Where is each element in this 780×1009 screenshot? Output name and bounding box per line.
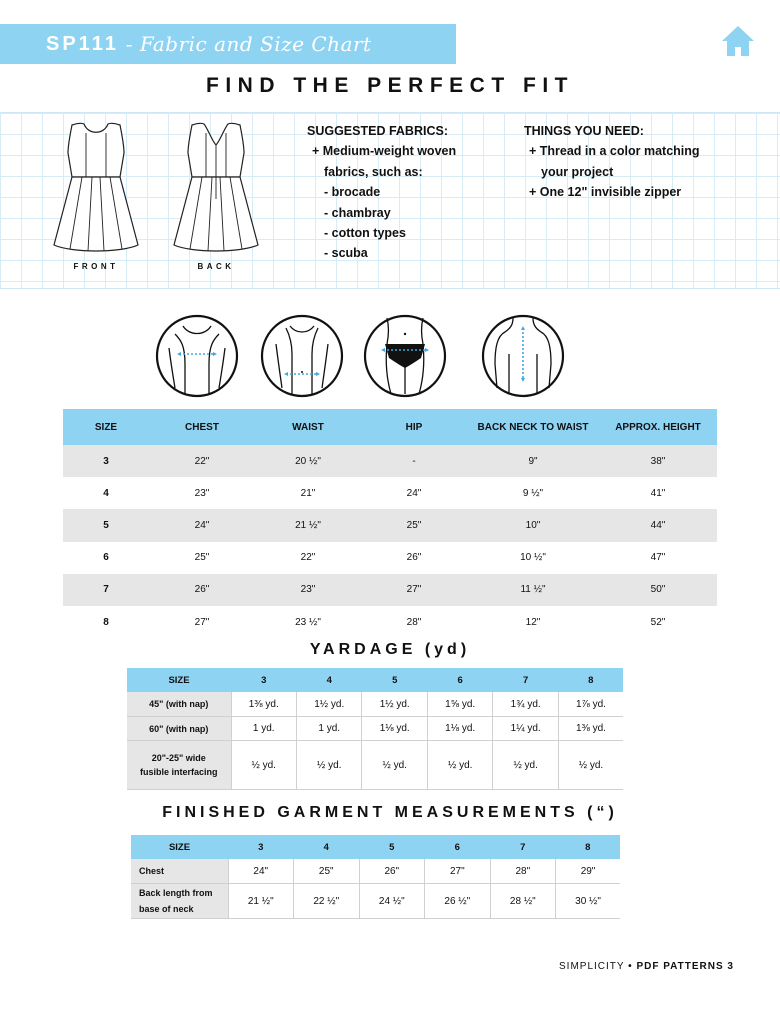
yardage-header: 3	[231, 668, 296, 692]
table-cell: 12"	[525, 616, 541, 628]
table-cell: 10 ½"	[520, 552, 546, 564]
table-cell: 30 ½"	[556, 884, 620, 919]
header-chest: CHEST	[149, 409, 255, 445]
table-cell: -	[361, 445, 467, 477]
need-line: + Thread in a color matching	[529, 144, 700, 159]
header-approx-height: APPROX. HEIGHT	[599, 409, 717, 445]
table-cell: 25"	[194, 552, 210, 564]
table-cell: 1 yd.	[296, 717, 361, 741]
table-cell: 21 ½"	[228, 884, 294, 919]
table-cell: 22"	[300, 552, 316, 564]
table-cell: ½ yd.	[558, 741, 623, 790]
header-separator: -	[118, 32, 140, 56]
footer-brand: SIMPLICITY	[559, 961, 625, 972]
table-cell: 28"	[406, 616, 422, 628]
size-chart-header-row	[63, 409, 717, 445]
row-label-line: fusible interfacing	[139, 767, 218, 777]
table-cell: 21"	[300, 487, 316, 499]
table-cell: ½ yd.	[296, 741, 361, 790]
front-label: FRONT	[73, 262, 119, 271]
table-cell: 23 ½"	[295, 616, 321, 628]
header-hip: HIP	[361, 409, 467, 445]
finished-header: 4	[294, 835, 360, 859]
table-cell: 1½ yd.	[362, 692, 427, 717]
table-cell: 29"	[556, 859, 620, 884]
table-cell: 24 ½"	[359, 884, 425, 919]
footer-bullet: •	[628, 961, 633, 972]
fabric-line: - chambray	[324, 205, 391, 220]
row-label-line: 20"-25" wide	[151, 753, 206, 763]
fabric-line: - cotton types	[324, 226, 406, 241]
table-cell: ½ yd.	[493, 741, 558, 790]
table-cell: 9"	[467, 445, 599, 477]
table-cell: 47"	[650, 552, 666, 564]
table-cell: 1¾ yd.	[493, 692, 558, 717]
fabric-line: fabrics, such as:	[324, 164, 423, 179]
footer-page: PDF PATTERNS 3	[636, 961, 734, 972]
table-row	[131, 859, 620, 884]
finished-header: 8	[556, 835, 620, 859]
table-cell: 26"	[359, 859, 425, 884]
table-cell: 10"	[467, 509, 599, 541]
yardage-header-row	[127, 668, 623, 692]
table-cell: 11 ½"	[467, 574, 599, 606]
row-label: Chest	[131, 859, 228, 884]
table-cell: 27"	[194, 616, 210, 628]
table-cell: 28"	[490, 859, 556, 884]
table-cell: 1⅜ yd.	[231, 692, 296, 717]
table-cell: 28 ½"	[490, 884, 556, 919]
fabric-line: - brocade	[324, 185, 381, 200]
table-row	[63, 606, 717, 638]
table-cell: 25"	[294, 859, 360, 884]
table-cell: 1⅛ yd.	[427, 717, 492, 741]
finished-header-size: SIZE	[131, 835, 228, 859]
table-cell: 21 ½"	[255, 509, 361, 541]
table-cell: 1⅛ yd.	[362, 717, 427, 741]
header-subtitle: Fabric and Size Chart	[139, 32, 372, 56]
table-cell: 24"	[406, 487, 422, 499]
yardage-header: 5	[362, 668, 427, 692]
table-row	[63, 509, 717, 541]
table-cell: 24"	[228, 859, 294, 884]
home-icon[interactable]	[720, 24, 756, 58]
table-row	[127, 717, 623, 741]
finished-header-row	[131, 835, 620, 859]
table-cell: 8	[103, 616, 109, 628]
hip-measure-icon	[363, 314, 447, 398]
suggested-fabrics-heading: SUGGESTED FABRICS:	[307, 124, 448, 138]
header-size: SIZE	[63, 409, 149, 445]
table-cell: 26"	[406, 552, 422, 564]
table-row	[63, 477, 717, 509]
yardage-header: 8	[558, 668, 623, 692]
pattern-code: SP111	[46, 32, 119, 55]
row-label: 60" (with nap)	[127, 717, 231, 741]
table-cell: 9 ½"	[522, 487, 544, 499]
table-cell: 22"	[149, 445, 255, 477]
fabric-line: + Medium-weight woven	[312, 144, 457, 159]
things-you-need-heading: THINGS YOU NEED:	[524, 124, 644, 138]
table-cell: 1 yd.	[231, 717, 296, 741]
table-cell: 1⅝ yd.	[427, 692, 492, 717]
table-cell: 1⅞ yd.	[558, 692, 623, 717]
size-chart-table	[63, 409, 717, 638]
row-label-line: base of neck	[139, 904, 194, 914]
row-label-line: Back length from	[139, 888, 213, 898]
table-cell: 5	[63, 509, 149, 541]
need-line: your project	[541, 164, 614, 179]
table-cell: 44"	[599, 509, 717, 541]
table-cell: 1¼ yd.	[493, 717, 558, 741]
suggested-fabrics-list	[307, 121, 456, 264]
yardage-header: 7	[493, 668, 558, 692]
table-cell: 4	[103, 487, 109, 499]
table-row	[127, 692, 623, 717]
table-row	[131, 884, 620, 919]
yardage-table	[127, 668, 623, 790]
table-cell: 38"	[599, 445, 717, 477]
table-cell: ½ yd.	[231, 741, 296, 790]
chest-measure-icon	[155, 314, 239, 398]
table-cell: 1⅜ yd.	[558, 717, 623, 741]
fabric-line: - scuba	[324, 246, 368, 261]
dress-front-illustration	[48, 119, 144, 259]
table-cell: ½ yd.	[427, 741, 492, 790]
table-cell: 26 ½"	[425, 884, 491, 919]
table-cell: 52"	[650, 616, 666, 628]
table-cell: 25"	[361, 509, 467, 541]
finished-header: 7	[490, 835, 556, 859]
table-cell: ½ yd.	[362, 741, 427, 790]
yardage-header-size: SIZE	[127, 668, 231, 692]
finished-header: 3	[228, 835, 294, 859]
table-row	[63, 542, 717, 574]
table-cell: 3	[63, 445, 149, 477]
table-cell: 23"	[255, 574, 361, 606]
table-row	[63, 574, 717, 606]
table-cell: 27"	[425, 859, 491, 884]
yardage-header: 4	[296, 668, 361, 692]
table-row	[127, 741, 623, 790]
finished-header: 6	[425, 835, 491, 859]
back-neck-to-waist-icon	[481, 314, 565, 398]
page-title: FIND THE PERFECT FIT	[206, 74, 574, 97]
table-cell: 24"	[149, 509, 255, 541]
table-cell: 6	[103, 552, 109, 564]
things-you-need-list	[524, 121, 700, 203]
table-cell: 26"	[149, 574, 255, 606]
header-back-neck-to-waist: BACK NECK TO WAIST	[467, 409, 599, 445]
finished-header: 5	[359, 835, 425, 859]
finished-measurements-title: FINISHED GARMENT MEASUREMENTS (“)	[162, 804, 618, 821]
table-cell: 41"	[650, 487, 666, 499]
waist-measure-icon	[260, 314, 344, 398]
table-cell: 20 ½"	[255, 445, 361, 477]
table-cell: 50"	[599, 574, 717, 606]
table-cell: 23"	[194, 487, 210, 499]
yardage-header: 6	[427, 668, 492, 692]
header-banner	[0, 24, 456, 64]
row-label	[127, 741, 231, 790]
table-row	[63, 445, 717, 477]
row-label: 45" (with nap)	[127, 692, 231, 717]
row-label	[131, 884, 228, 919]
table-cell: 27"	[361, 574, 467, 606]
dress-back-illustration	[168, 119, 264, 259]
finished-measurements-table	[131, 835, 620, 919]
yardage-title: YARDAGE (yd)	[309, 641, 471, 658]
back-label: BACK	[197, 262, 235, 271]
table-cell: 22 ½"	[294, 884, 360, 919]
header-waist: WAIST	[255, 409, 361, 445]
need-line: + One 12" invisible zipper	[529, 185, 682, 200]
table-cell: 1½ yd.	[296, 692, 361, 717]
table-cell: 7	[63, 574, 149, 606]
page-footer	[559, 961, 734, 972]
